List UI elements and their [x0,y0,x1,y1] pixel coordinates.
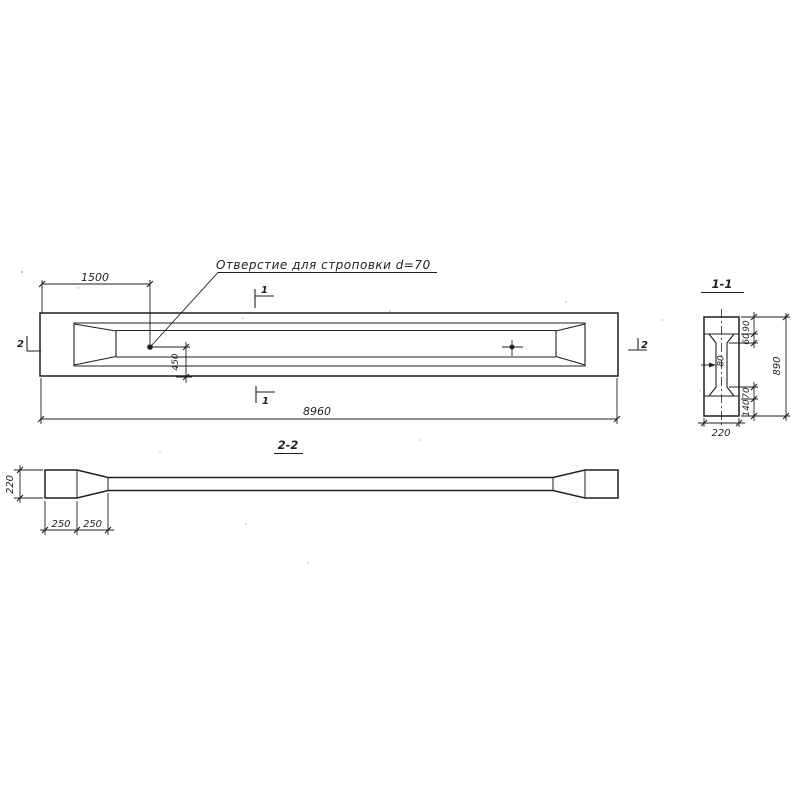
dim-taper-text: 250 [82,519,103,530]
hole-callout [152,258,437,345]
dim-height-text: 890 [772,356,783,376]
section-mark-2-left [17,336,41,351]
hole-label: Отверстие для строповки d=70 [216,258,431,272]
dim-end-text: 250 [51,519,71,530]
dim-220-plan [5,465,43,503]
section-mark-2-right [628,338,648,351]
dim-220-section [698,418,745,439]
dim-450 [171,342,192,383]
dim-col-intermediate [742,312,757,421]
dim-depth-text: 220 [5,474,16,495]
scan-specks [21,271,701,564]
mark-2-left-text: 2 [17,339,24,350]
mark-2-right-text: 2 [641,340,648,351]
dim-bot-a-text: 70 [742,387,752,399]
section-2-2-title: 2-2 [277,438,299,452]
dim-web-text: 80 [716,355,727,367]
section-2-2-outline [45,470,618,498]
dim-width-text: 220 [711,428,731,439]
section-2-2 [5,438,618,535]
dim-offset-text: 1500 [81,271,109,284]
dim-length-text: 8960 [303,405,331,418]
dim-bot-b-text: 140 [742,399,752,417]
section-1-1 [698,277,790,439]
dim-web-80 [701,355,727,367]
section-mark-1-bottom [256,386,275,407]
dim-top-a-text: 90 [742,320,752,332]
elevation-view [40,313,618,376]
section-2-2-edges [77,470,585,498]
dim-250-250 [40,493,114,535]
section-mark-1-top [255,285,274,308]
dim-8960 [38,378,620,424]
leader-line [152,273,437,346]
dim-1500 [39,271,153,344]
mark-1-bottom-text: 1 [262,396,269,407]
dim-890 [772,313,789,421]
dim-top-b-text: 60 [742,333,752,345]
sling-hole-right [502,340,523,356]
mark-1-top-text: 1 [261,285,268,296]
section-1-1-title: 1-1 [711,277,733,291]
dim-hole-depth-text: 450 [171,353,181,371]
